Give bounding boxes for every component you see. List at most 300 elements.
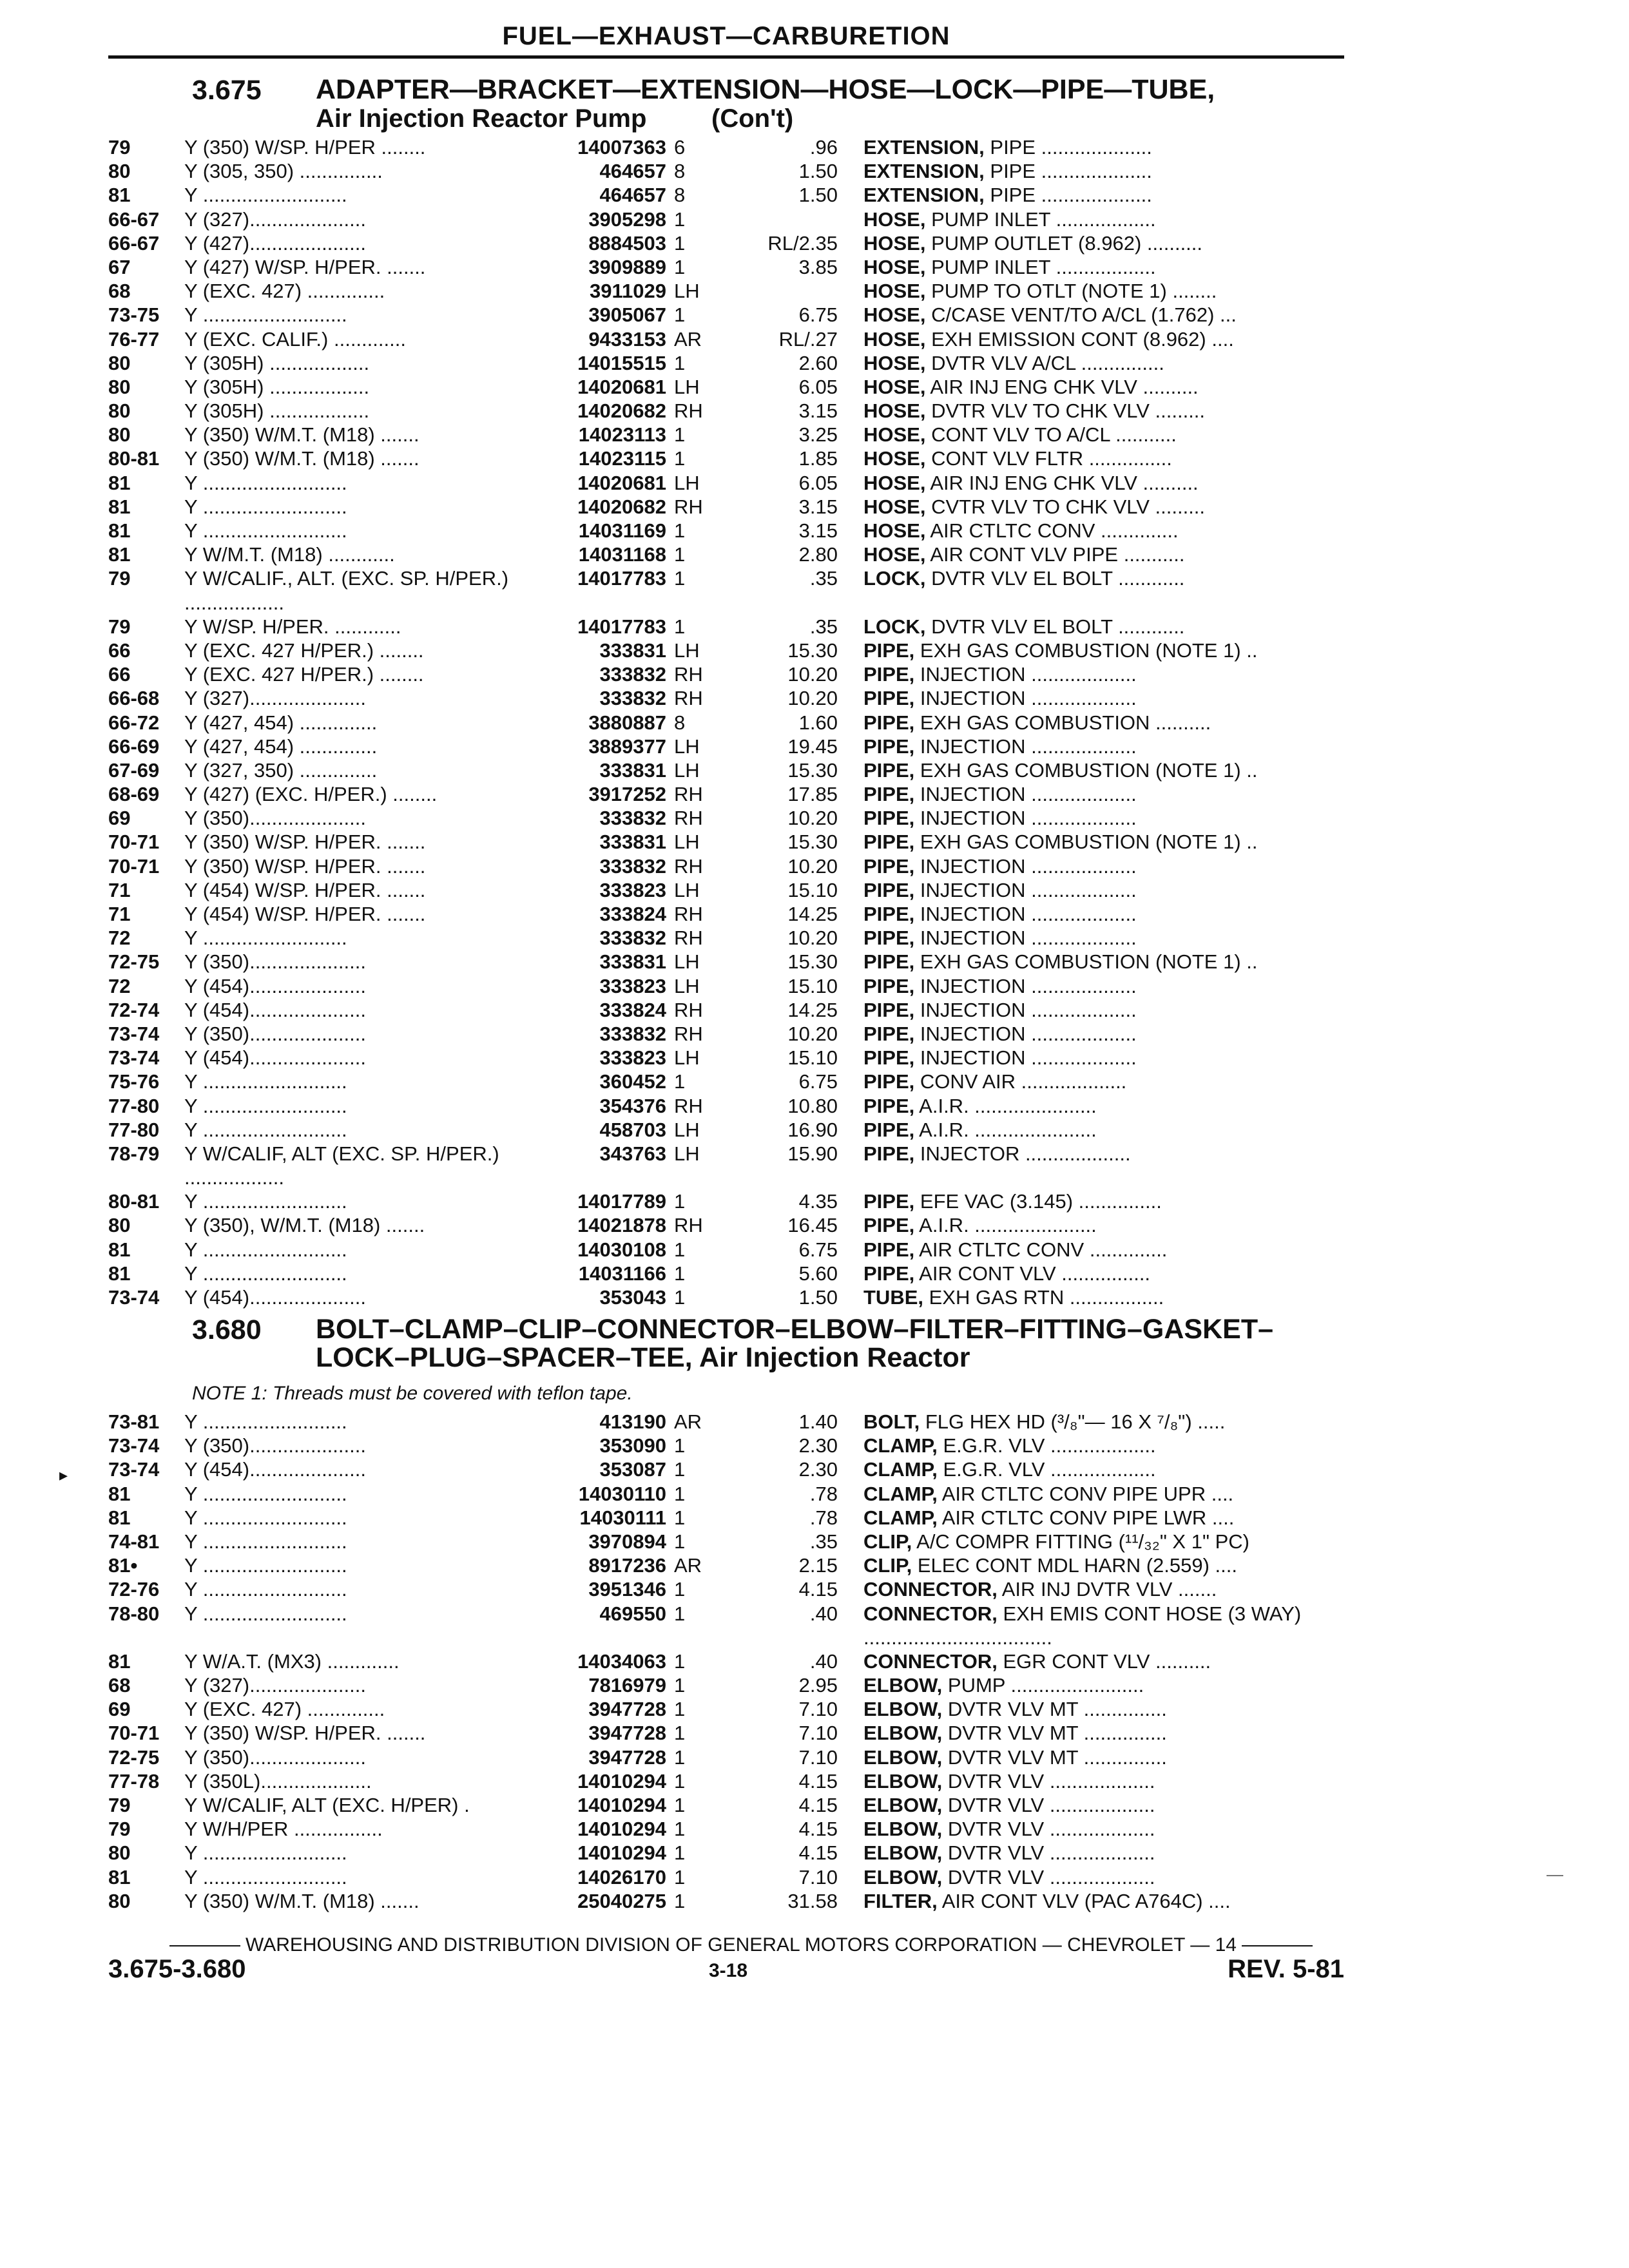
part-number-cell: 353087 <box>599 1458 666 1481</box>
part-name: HOSE, <box>863 423 926 447</box>
quantity-cell: LH <box>674 639 700 662</box>
description-cell <box>863 351 1353 375</box>
description-cell <box>863 854 1353 878</box>
application-cell: Y (350L).................... <box>184 1769 372 1792</box>
part-description: DVTR VLV MT ............... <box>947 1698 1167 1721</box>
parts-row <box>0 1721 1629 1745</box>
application-cell: Y (350)..................... <box>184 807 366 830</box>
part-number-cell: 333823 <box>599 878 666 901</box>
description-cell <box>863 566 1347 590</box>
part-description: AIR CTLTC CONV .............. <box>930 519 1179 542</box>
price-cell: 15.10 <box>787 974 838 997</box>
quantity-cell: RH <box>674 807 703 830</box>
part-name: HOSE, <box>863 519 926 542</box>
quantity-cell: 1 <box>674 1458 686 1481</box>
year-cell: 80 <box>108 351 131 374</box>
quantity-cell: 1 <box>674 1506 686 1529</box>
quantity-cell: RH <box>674 495 703 518</box>
part-description: PIPE .................... <box>990 160 1152 183</box>
part-name: PIPE, <box>863 878 915 901</box>
price-cell: 1.50 <box>798 184 838 207</box>
part-description: E.G.R. VLV ................... <box>943 1434 1156 1457</box>
quantity-cell: RH <box>674 399 703 423</box>
part-name: ELBOW, <box>863 1818 943 1841</box>
price-cell: 6.05 <box>798 375 838 398</box>
part-description: DVTR VLV ................... <box>947 1794 1155 1817</box>
year-cell: 77-80 <box>108 1094 160 1117</box>
year-cell: 80 <box>108 1214 131 1237</box>
price-cell: 4.15 <box>798 1794 838 1817</box>
part-description: EXH GAS COMBUSTION (NOTE 1) .. <box>920 950 1258 974</box>
parts-row <box>0 1457 1629 1481</box>
description-cell <box>863 1649 1353 1673</box>
quantity-cell: 1 <box>674 423 686 447</box>
footer-rule-right <box>1242 1945 1313 1946</box>
application-cell: Y (350)..................... <box>184 1022 366 1045</box>
application-cell: Y (454)..................... <box>184 1458 366 1481</box>
part-number-cell: 14030108 <box>577 1238 666 1261</box>
parts-row <box>0 399 1629 423</box>
year-cell: 81 <box>108 1482 131 1505</box>
description-cell <box>863 1213 1353 1237</box>
part-description: FLG HEX HD (³/₈"— 16 X ⁷/₈") ..... <box>925 1410 1226 1433</box>
part-description: AIR INJ ENG CHK VLV .......... <box>930 471 1199 494</box>
parts-row <box>0 1793 1629 1817</box>
price-cell: 1.60 <box>798 711 838 734</box>
part-name: ELBOW, <box>863 1698 943 1721</box>
quantity-cell: 1 <box>674 1530 686 1553</box>
description-cell <box>863 1285 1353 1309</box>
part-number-cell: 14034063 <box>577 1649 666 1673</box>
part-number-cell: 14010294 <box>577 1769 666 1792</box>
quantity-cell: RH <box>674 854 703 878</box>
application-cell: Y .......................... <box>184 1262 347 1285</box>
part-number-cell: 333823 <box>599 974 666 997</box>
part-name: ELBOW, <box>863 1769 943 1792</box>
quantity-cell: 1 <box>674 1769 686 1792</box>
margin-dash <box>1547 1875 1563 1876</box>
application-cell: Y (350)..................... <box>184 950 366 974</box>
part-number-cell: 3905298 <box>588 207 666 231</box>
part-number-cell: 333832 <box>599 1022 666 1045</box>
part-number-cell: 333831 <box>599 639 666 662</box>
description-cell <box>863 471 1353 495</box>
part-name: PIPE, <box>863 974 915 997</box>
description-cell <box>863 806 1353 830</box>
application-cell: Y .......................... <box>184 1865 347 1888</box>
application-cell: Y (427)..................... <box>184 231 366 255</box>
quantity-cell: 1 <box>674 1434 686 1457</box>
description-cell <box>863 1094 1353 1118</box>
price-cell: 10.20 <box>787 1022 838 1045</box>
quantity-cell: LH <box>674 1142 700 1165</box>
part-name: LOCK, <box>863 567 926 590</box>
year-cell: 79 <box>108 1818 131 1841</box>
quantity-cell: 1 <box>674 1602 686 1625</box>
application-cell: Y (350) W/SP. H/PER ........ <box>184 136 426 159</box>
year-cell: 74-81 <box>108 1530 160 1553</box>
part-description: C/CASE VENT/TO A/CL (1.762) ... <box>931 303 1237 327</box>
year-cell: 73-75 <box>108 303 160 327</box>
part-number-cell: 3947728 <box>588 1722 666 1745</box>
year-cell: 75-76 <box>108 1070 160 1093</box>
part-number-cell: 7816979 <box>588 1674 666 1697</box>
application-cell: Y .......................... <box>184 1506 347 1529</box>
price-cell: 10.20 <box>787 927 838 950</box>
parts-row <box>0 351 1629 375</box>
year-cell: 79 <box>108 567 131 590</box>
part-number-cell: 333832 <box>599 807 666 830</box>
part-description: DVTR VLV EL BOLT ............ <box>931 567 1185 590</box>
parts-row <box>0 1577 1629 1601</box>
application-cell: Y .......................... <box>184 927 347 950</box>
revision-label: REV. 5-81 <box>1228 1955 1344 1983</box>
description-cell <box>863 1769 1353 1793</box>
description-cell <box>863 1046 1353 1070</box>
parts-list-3680 <box>0 1410 1629 1913</box>
part-name: ELBOW, <box>863 1674 943 1697</box>
part-number-cell: 333832 <box>599 854 666 878</box>
year-cell: 66-67 <box>108 207 160 231</box>
part-number-cell: 333824 <box>599 903 666 926</box>
quantity-cell: RH <box>674 1214 703 1237</box>
part-name: EXTENSION, <box>863 160 985 183</box>
price-cell: 2.30 <box>798 1434 838 1457</box>
year-cell: 68 <box>108 1674 131 1697</box>
parts-row <box>0 1046 1629 1070</box>
part-number-cell: 469550 <box>599 1602 666 1625</box>
part-description: DVTR VLV EL BOLT ............ <box>931 615 1185 638</box>
part-description: A.I.R. ...................... <box>919 1094 1097 1117</box>
description-cell <box>863 1506 1353 1530</box>
part-number-cell: 3947728 <box>588 1745 666 1769</box>
price-cell: .40 <box>809 1602 838 1625</box>
year-cell: 66-67 <box>108 231 160 255</box>
parts-row <box>0 159 1629 183</box>
year-cell: 67-69 <box>108 758 160 782</box>
application-cell: Y (EXC. 427) .............. <box>184 280 385 303</box>
part-description: DVTR VLV ................... <box>947 1865 1155 1888</box>
part-description: CONT VLV TO A/CL ........... <box>931 423 1177 447</box>
description-cell <box>863 1841 1353 1865</box>
part-description: EXH GAS RTN ................. <box>929 1286 1164 1309</box>
year-cell: 72-76 <box>108 1578 160 1601</box>
description-cell <box>863 974 1353 998</box>
description-cell <box>863 183 1353 207</box>
application-cell: Y (427) W/SP. H/PER. ....... <box>184 255 426 278</box>
application-cell: Y .......................... <box>184 519 347 542</box>
price-cell: 7.10 <box>798 1698 838 1721</box>
quantity-cell: 1 <box>674 615 686 638</box>
part-name: HOSE, <box>863 351 926 374</box>
part-description: CVTR VLV TO CHK VLV ......... <box>931 495 1206 518</box>
year-cell: 66-72 <box>108 711 160 734</box>
part-description: AIR CONT VLV PIPE ........... <box>930 543 1185 566</box>
parts-row <box>0 566 1629 614</box>
price-cell: 10.80 <box>787 1094 838 1117</box>
application-cell: Y (454)..................... <box>184 1286 366 1309</box>
part-name: PIPE, <box>863 927 915 950</box>
year-cell: 66 <box>108 663 131 686</box>
description-cell <box>863 711 1353 735</box>
part-description: DVTR VLV ................... <box>947 1818 1155 1841</box>
description-cell <box>863 303 1353 327</box>
price-cell: 6.05 <box>798 471 838 494</box>
application-cell: Y (350) W/SP. H/PER. ....... <box>184 1722 426 1745</box>
part-number-cell: 14020682 <box>577 399 666 423</box>
year-cell: 81 <box>108 519 131 542</box>
description-cell <box>863 135 1353 159</box>
part-description: EXH GAS COMBUSTION .......... <box>920 711 1211 734</box>
quantity-cell: 1 <box>674 1722 686 1745</box>
quantity-cell: LH <box>674 735 700 758</box>
quantity-cell: 6 <box>674 136 686 159</box>
part-name: ELBOW, <box>863 1794 943 1817</box>
parts-row <box>0 231 1629 255</box>
year-cell: 81 <box>108 1649 131 1673</box>
year-cell: 73-74 <box>108 1434 160 1457</box>
price-cell: 4.15 <box>798 1818 838 1841</box>
quantity-cell: LH <box>674 471 700 494</box>
price-cell: 16.45 <box>787 1214 838 1237</box>
part-description: EXH EMISSION CONT (8.962) .... <box>931 327 1234 351</box>
application-cell: Y .......................... <box>184 1554 347 1577</box>
parts-row <box>0 1602 1629 1649</box>
parts-row <box>0 519 1629 543</box>
quantity-cell: RH <box>674 687 703 710</box>
description-cell <box>863 327 1353 351</box>
part-description: EXH GAS COMBUSTION (NOTE 1) .. <box>920 639 1258 662</box>
year-cell: 80 <box>108 375 131 398</box>
application-cell: Y (EXC. 427 H/PER.) ........ <box>184 639 424 662</box>
application-cell: Y W/A.T. (MX3) ............. <box>184 1649 400 1673</box>
part-number-cell: 3947728 <box>588 1698 666 1721</box>
description-cell <box>863 519 1353 543</box>
parts-row <box>0 375 1629 399</box>
section-number: 3.675 <box>192 75 262 106</box>
price-cell: 7.10 <box>798 1745 838 1769</box>
description-cell <box>863 1482 1353 1506</box>
part-name: CLAMP, <box>863 1506 938 1529</box>
part-number-cell: 14010294 <box>577 1841 666 1865</box>
price-cell: .96 <box>809 136 838 159</box>
part-number-cell: 14023115 <box>578 447 666 470</box>
part-name: CLAMP, <box>863 1458 938 1481</box>
price-cell: 3.15 <box>798 519 838 542</box>
part-description: AIR CONT VLV (PAC A764C) .... <box>941 1889 1231 1912</box>
quantity-cell: 1 <box>674 1262 686 1285</box>
year-cell: 68 <box>108 280 131 303</box>
application-cell: Y .......................... <box>184 184 347 207</box>
parts-row <box>0 1769 1629 1793</box>
price-cell: 3.15 <box>798 399 838 423</box>
part-name: HOSE, <box>863 375 926 398</box>
year-cell: 81 <box>108 471 131 494</box>
year-cell: 66-69 <box>108 735 160 758</box>
parts-row <box>0 1262 1629 1285</box>
part-name: TUBE, <box>863 1286 923 1309</box>
application-cell: Y (EXC. 427 H/PER.) ........ <box>184 663 424 686</box>
part-description: PIPE .................... <box>990 184 1152 207</box>
description-cell <box>863 1070 1353 1093</box>
parts-list-3675 <box>0 135 1629 1309</box>
part-description: DVTR VLV TO CHK VLV ......... <box>931 399 1206 423</box>
part-number-cell: 14026170 <box>577 1865 666 1888</box>
page-number: 3-18 <box>709 1960 748 1981</box>
parts-row <box>0 711 1629 735</box>
part-name: EXTENSION, <box>863 184 985 207</box>
part-name: PIPE, <box>863 950 915 974</box>
description-cell <box>863 662 1353 686</box>
part-number-cell: 14023113 <box>578 423 666 447</box>
application-cell: Y (454)..................... <box>184 998 366 1021</box>
year-cell: 71 <box>108 903 131 926</box>
quantity-cell: RH <box>674 998 703 1021</box>
quantity-cell: LH <box>674 1118 700 1141</box>
quantity-cell: 1 <box>674 351 686 374</box>
price-cell: 1.50 <box>798 160 838 183</box>
description-cell <box>863 1602 1347 1649</box>
parts-row <box>0 1070 1629 1093</box>
year-cell: 73-74 <box>108 1458 160 1481</box>
description-cell <box>863 1142 1347 1166</box>
quantity-cell: 8 <box>674 711 686 734</box>
price-cell: 16.90 <box>787 1118 838 1141</box>
parts-row <box>0 950 1629 974</box>
application-cell: Y (350) W/M.T. (M18) ....... <box>184 423 419 447</box>
section-title: BOLT–CLAMP–CLIP–CONNECTOR–ELBOW–FILTER–FITTING–GASKET– <box>316 1314 1273 1345</box>
quantity-cell: 1 <box>674 567 686 590</box>
description-cell <box>863 231 1353 255</box>
part-number-cell: 3889377 <box>588 735 666 758</box>
year-cell: 73-74 <box>108 1046 160 1070</box>
footer-publisher-text: WAREHOUSING AND DISTRIBUTION DIVISION OF GENERAL MOTORS CORPORATION — CHEVROLET — 14 <box>246 1934 1237 1956</box>
part-name: PIPE, <box>863 1214 915 1237</box>
description-cell <box>863 399 1353 423</box>
part-number-cell: 333831 <box>599 758 666 782</box>
part-name: ELBOW, <box>863 1745 943 1769</box>
price-cell: 2.15 <box>798 1554 838 1577</box>
price-cell: 1.50 <box>798 1286 838 1309</box>
price-cell: 2.80 <box>798 543 838 566</box>
year-cell: 80 <box>108 1889 131 1912</box>
application-cell: Y .......................... <box>184 1070 347 1093</box>
application-cell: Y (327, 350) .............. <box>184 758 378 782</box>
part-number-cell: 14015515 <box>577 351 666 374</box>
quantity-cell: 1 <box>674 1889 686 1912</box>
part-description: INJECTION ................... <box>920 927 1137 950</box>
part-name: HOSE, <box>863 231 926 255</box>
description-cell <box>863 447 1353 470</box>
part-description: PUMP OUTLET (8.962) .......... <box>931 231 1203 255</box>
quantity-cell: 1 <box>674 519 686 542</box>
description-cell <box>863 998 1353 1022</box>
running-title: FUEL—EXHAUST—CARBURETION <box>502 22 950 50</box>
footer-publisher <box>155 1934 1327 1956</box>
year-cell: 72-75 <box>108 1745 160 1769</box>
description-cell <box>863 1022 1353 1046</box>
part-name: PIPE, <box>863 1046 915 1070</box>
part-name: ELBOW, <box>863 1722 943 1745</box>
part-number-cell: 14020681 <box>577 471 666 494</box>
description-cell <box>863 1793 1353 1817</box>
price-cell: 6.75 <box>798 303 838 327</box>
parts-row <box>0 926 1629 950</box>
year-cell: 69 <box>108 1698 131 1721</box>
part-number-cell: 8884503 <box>588 231 666 255</box>
price-cell: 4.15 <box>798 1769 838 1792</box>
application-cell: Y .......................... <box>184 471 347 494</box>
quantity-cell: 1 <box>674 231 686 255</box>
part-number-cell: 333823 <box>599 1046 666 1070</box>
part-number-cell: 14020682 <box>577 495 666 518</box>
part-number-cell: 360452 <box>599 1070 666 1093</box>
part-name: EXTENSION, <box>863 136 985 159</box>
quantity-cell: 1 <box>674 1070 686 1093</box>
part-name: CLIP, <box>863 1554 912 1577</box>
part-description: INJECTION ................... <box>920 663 1137 686</box>
price-cell: 2.60 <box>798 351 838 374</box>
parts-row <box>0 1482 1629 1506</box>
application-cell: Y (427, 454) .............. <box>184 711 378 734</box>
application-cell: Y W/H/PER ................ <box>184 1818 383 1841</box>
part-number-cell: 14030111 <box>579 1506 666 1529</box>
application-cell: Y (350) W/SP. H/PER. ....... <box>184 831 426 854</box>
application-cell: Y (350) W/M.T. (M18) ....... <box>184 447 419 470</box>
price-cell: 14.25 <box>787 998 838 1021</box>
description-cell <box>863 1745 1353 1769</box>
parts-row <box>0 735 1629 758</box>
year-cell: 69 <box>108 807 131 830</box>
parts-row <box>0 615 1629 639</box>
year-cell: 70-71 <box>108 854 160 878</box>
description-cell <box>863 207 1353 231</box>
part-number-cell: 3880887 <box>588 711 666 734</box>
quantity-cell: 1 <box>674 1698 686 1721</box>
application-cell: Y .......................... <box>184 1410 347 1433</box>
description-cell <box>863 1865 1353 1889</box>
price-cell: 4.35 <box>798 1190 838 1213</box>
quantity-cell: 1 <box>674 447 686 470</box>
application-cell: Y .......................... <box>184 303 347 327</box>
description-cell <box>863 1189 1353 1213</box>
part-description: E.G.R. VLV ................... <box>943 1458 1156 1481</box>
part-description: DVTR VLV A/CL ............... <box>931 351 1164 374</box>
parts-row <box>0 1553 1629 1577</box>
price-cell: .78 <box>809 1482 838 1505</box>
part-name: HOSE, <box>863 399 926 423</box>
quantity-cell: 1 <box>674 207 686 231</box>
year-cell: 72-74 <box>108 998 160 1021</box>
part-number-cell: 464657 <box>599 184 666 207</box>
quantity-cell: RH <box>674 1022 703 1045</box>
description-cell <box>863 279 1353 303</box>
parts-row <box>0 1213 1629 1237</box>
year-cell: 68-69 <box>108 783 160 806</box>
part-name: PIPE, <box>863 831 915 854</box>
part-number-cell: 14017783 <box>577 615 666 638</box>
parts-row <box>0 1889 1629 1913</box>
quantity-cell: LH <box>674 1046 700 1070</box>
quantity-cell: 8 <box>674 160 686 183</box>
part-name: HOSE, <box>863 495 926 518</box>
quantity-cell: LH <box>674 375 700 398</box>
part-number-cell: 3951346 <box>588 1578 666 1601</box>
description-cell <box>863 1457 1353 1481</box>
quantity-cell: AR <box>674 1410 702 1433</box>
parts-row <box>0 255 1629 279</box>
price-cell: 10.20 <box>787 663 838 686</box>
